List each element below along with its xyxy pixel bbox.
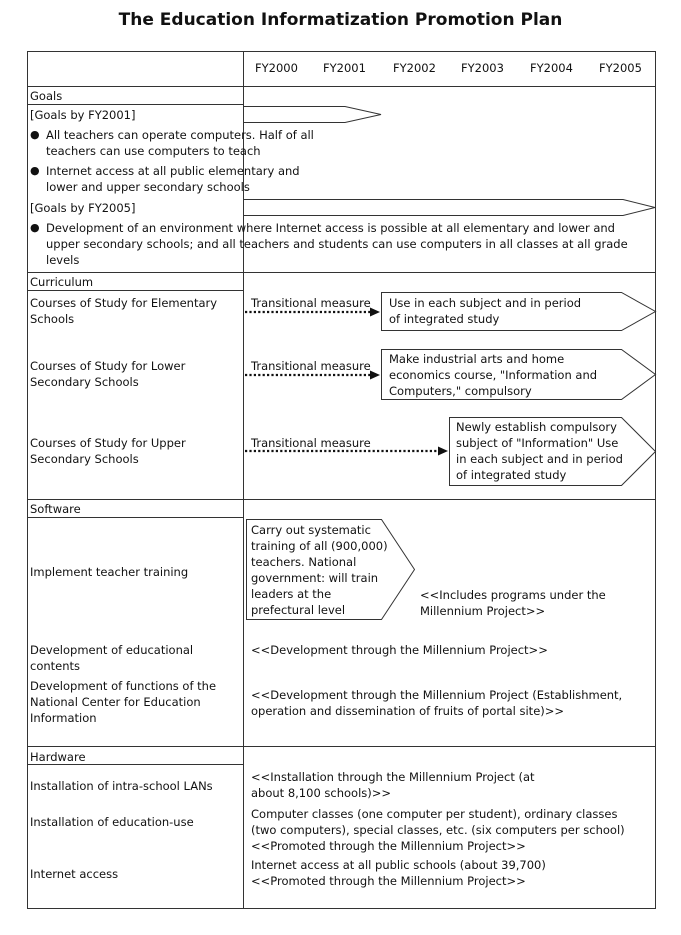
curriculum-label-elementary: Courses of Study for Elementary Schools [30, 296, 218, 326]
goal-2005-arrow [243, 200, 655, 216]
hardware-label-lans: Installation of intra-school LANs [30, 779, 213, 793]
goals-2001-label: [Goals by FY2001] [30, 108, 136, 122]
lower-secondary-box-text: Make industrial arts and home economics course, "Information and Computers," compulsory [389, 352, 598, 398]
lower-secondary-arrow-head [370, 371, 380, 380]
elementary-box-text: Use in each subject and in period of integrated study [389, 296, 582, 326]
page-title: The Education Informatization Promotion Plan [118, 10, 563, 30]
upper-secondary-box-text: Newly establish compulsory subject of "Information" Use in each subject and in period of integrated study [456, 420, 623, 482]
goal-2001-arrow [243, 107, 381, 123]
goals-2005-label: [Goals by FY2005] [30, 201, 136, 215]
teacher-training-note: <<Includes programs under the Millennium Project>> [420, 588, 606, 618]
national-center-note: <<Development through the Millennium Project (Establishment, operation and dissemination of fruits of portal site)>> [251, 688, 623, 718]
internet-note: Internet access at all public schools (about 39,700) <<Promoted through the Millennium Project>> [251, 858, 546, 888]
hardware-label-internet: Internet access [30, 867, 119, 881]
year-header-fy2005: FY2005 [599, 61, 642, 75]
goals-heading: Goals [30, 89, 63, 103]
curriculum-label-upper-secondary: Courses of Study for Upper Secondary Schools [30, 436, 186, 466]
software-label-national-center: Development of functions of the National Center for Education Information [30, 679, 217, 725]
transitional-label-upper-secondary: Transitional measure [251, 436, 371, 450]
year-header-fy2000: FY2000 [255, 61, 298, 75]
bullet-icon: ● [30, 221, 40, 234]
goal-2001-item-2: Internet access at all public elementary and lower and upper secondary schools [46, 164, 300, 194]
lans-note: <<Installation through the Millennium Project (at about 8,100 schools)>> [251, 770, 535, 800]
teacher-training-box-text: Carry out systematic training of all (900,000) teachers. National government: will train leaders at the prefectural level [251, 523, 388, 617]
year-header-fy2003: FY2003 [461, 61, 504, 75]
elementary-arrow-head [370, 308, 380, 317]
goal-2005-item-1: Development of an environment where Internet access is possible at all elementary and lower and upper secondary schools; and all teachers and students can use computers in all classes at all grade levels [46, 221, 628, 267]
software-label-educational-contents: Development of educational contents [30, 643, 194, 673]
educational-contents-note: <<Development through the Millennium Project>> [251, 643, 548, 657]
goal-2001-item-1: All teachers can operate computers. Half of all teachers can use computers to teach [46, 128, 314, 158]
transitional-label-elementary: Transitional measure [251, 296, 371, 310]
transitional-label-lower-secondary: Transitional measure [251, 359, 371, 373]
curriculum-heading: Curriculum [30, 275, 94, 289]
software-label-teacher-training: Implement teacher training [30, 565, 189, 579]
bullet-icon: ● [30, 128, 40, 141]
year-header-fy2002: FY2002 [393, 61, 436, 75]
year-header-fy2001: FY2001 [323, 61, 366, 75]
upper-secondary-arrow-head [438, 447, 448, 456]
curriculum-label-lower-secondary: Courses of Study for Lower Secondary Schools [30, 359, 186, 389]
hardware-label-education-use: Installation of education-use [30, 815, 194, 829]
bullet-icon: ● [30, 164, 40, 177]
software-heading: Software [30, 502, 81, 516]
hardware-heading: Hardware [30, 750, 86, 764]
education-use-note: Computer classes (one computer per student), ordinary classes (two computers), special classes, etc. (six computers per school) <<Promoted through the Millennium Project>> [251, 807, 625, 853]
year-header-fy2004: FY2004 [530, 61, 573, 75]
